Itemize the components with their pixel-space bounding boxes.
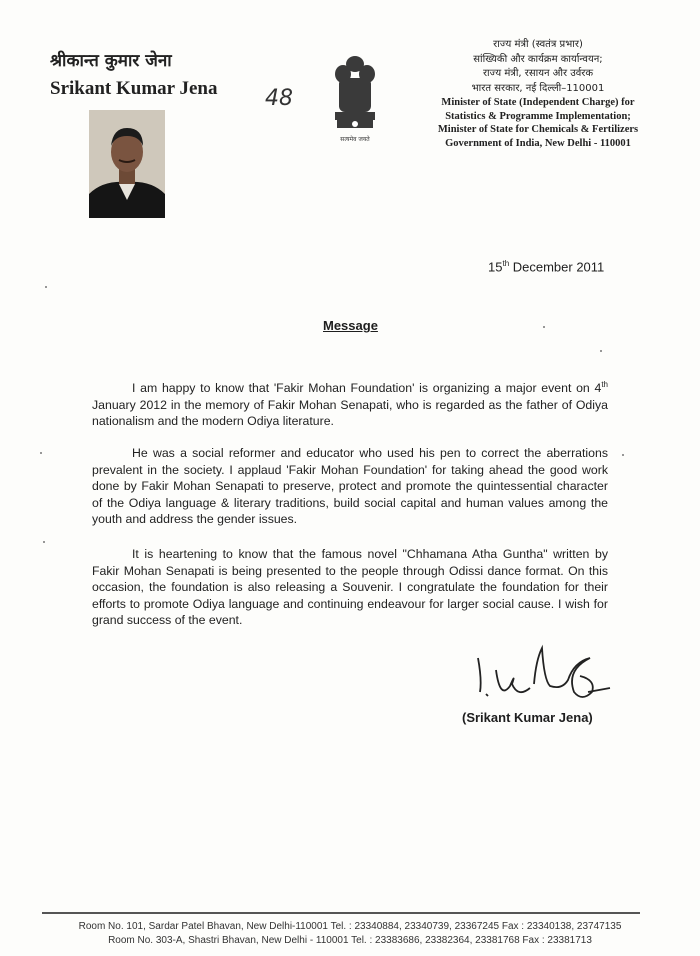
signatory-name: (Srikant Kumar Jena) bbox=[462, 710, 593, 725]
office-english-line: Minister of State for Chemicals & Fertilizers bbox=[437, 124, 639, 136]
minister-name-hindi: श्रीकान्त कुमार जेना bbox=[50, 51, 172, 71]
minister-photo bbox=[89, 110, 165, 218]
office-english-line: Statistics & Programme Implementation; bbox=[445, 110, 631, 122]
footer-divider bbox=[42, 912, 640, 914]
footer-contacts bbox=[60, 920, 640, 948]
scan-speck bbox=[600, 350, 602, 352]
office-hindi-line: सांख्यिकी और कार्यक्रम कार्यान्वयन; bbox=[473, 53, 603, 65]
scan-speck bbox=[622, 454, 624, 456]
footer-line-1: Room No. 101, Sardar Patel Bhavan, New Delhi-110001 Tel. : 23340884, 23340739, 23367245 Fax : 23340138, 23747135 bbox=[78, 921, 622, 932]
scan-speck bbox=[45, 286, 47, 288]
office-english-line: Government of India, New Delhi - 110001 bbox=[445, 137, 631, 149]
paragraph-3: It is heartening to know that the famous novel "Chhamana Atha Guntha" written by Fakir Mohan Senapati is being presented to the people through Odissi dance format. On this occasion, the foundation is also releasing a Souvenir. I congratulate the foundation for their efforts to promote Odiya language and continuing endeavour for larger social cause. I wish for grand success of the event. bbox=[92, 547, 608, 627]
scan-speck bbox=[43, 541, 45, 543]
handwritten-signature bbox=[470, 640, 620, 710]
office-hindi-line: भारत सरकार, नई दिल्ली–110001 bbox=[471, 82, 605, 94]
paragraph-1: I am happy to know that 'Fakir Mohan Foundation' is organizing a major event on 4th January 2012 in the memory of Fakir Mohan Senapati, who is regarded as the father of Odiya nationalism and the modern Odiya literature. bbox=[92, 380, 608, 429]
handwritten-page-number: 48 bbox=[265, 86, 293, 111]
emblem-motto: सत्यमेव जयते bbox=[340, 136, 370, 143]
office-english-line: Minister of State (Independent Charge) for bbox=[441, 97, 635, 108]
scan-speck bbox=[40, 452, 42, 454]
footer-line-2: Room No. 303-A, Shastri Bhavan, New Delhi - 110001 Tel. : 23383686, 23382364, 23381768 Fax : 23381713 bbox=[108, 935, 592, 946]
office-hindi-line: राज्य मंत्री (स्वतंत्र प्रभार) bbox=[493, 39, 583, 50]
scan-speck bbox=[543, 326, 545, 328]
national-emblem bbox=[326, 52, 384, 144]
minister-name-english: Srikant Kumar Jena bbox=[50, 78, 218, 99]
letter-date: 15th December 2011 bbox=[488, 259, 605, 275]
message-heading: Message bbox=[323, 318, 378, 333]
office-hindi-line: राज्य मंत्री, रसायन और उर्वरक bbox=[482, 68, 594, 79]
office-address-block bbox=[418, 38, 658, 150]
paragraph-2: He was a social reformer and educator who used his pen to correct the aberrations prevalent in the society. I applaud 'Fakir Mohan Foundation' for taking ahead the good work done by Fakir Mohan Senapati to preserve, protect and promote the quintessential character of the Odiya language & literary traditions, build social capital and human values among the youth and address the gender issues. bbox=[92, 446, 608, 526]
